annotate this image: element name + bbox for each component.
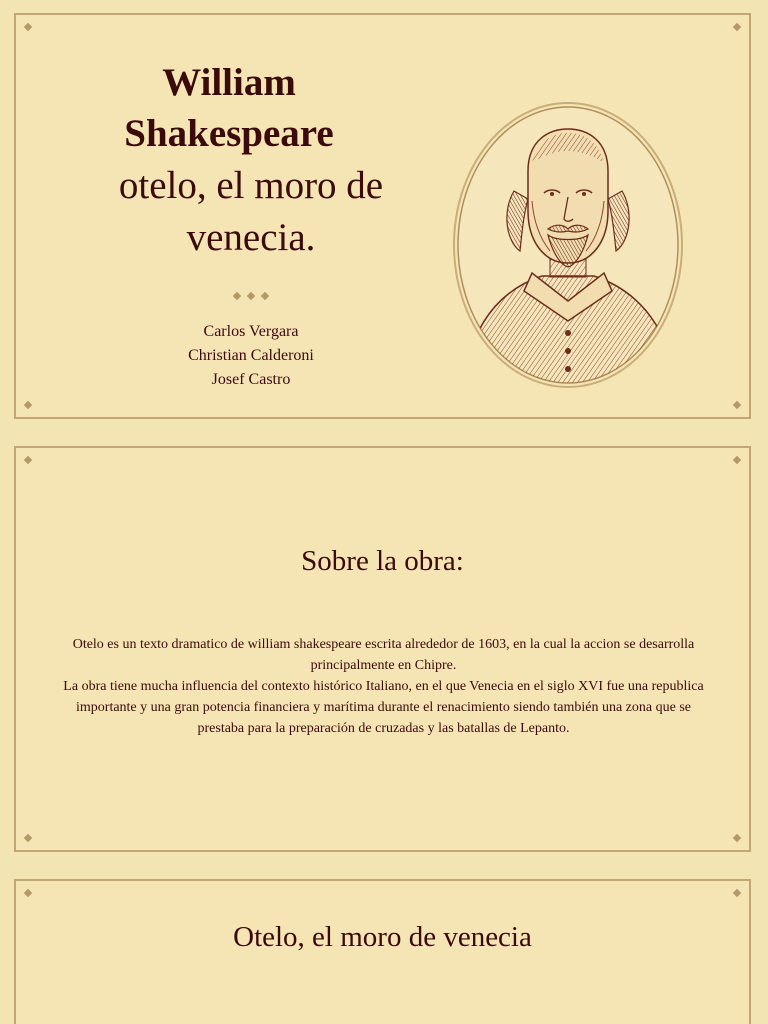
corner-ornament (24, 401, 32, 409)
corner-ornament (733, 456, 741, 464)
corner-ornament (733, 834, 741, 842)
corner-ornament (24, 456, 32, 464)
corner-ornament (24, 889, 32, 897)
portrait-icon (452, 101, 684, 389)
body-paragraph: Otelo es un texto dramatico de william shakespeare escrita alrededor de 1603, en la cual la accion se desarrolla principalmente en Chipre. (72, 637, 695, 673)
corner-ornament (733, 23, 741, 31)
authors-list (86, 320, 416, 392)
author-name: Christian Calderoni (188, 347, 314, 364)
work-title (86, 160, 416, 264)
work-title-line2: venecia. (186, 216, 316, 259)
corner-ornament (24, 834, 32, 842)
corner-ornament (733, 401, 741, 409)
author-last-name: Shakespeare (124, 112, 334, 155)
slide-body (56, 634, 711, 739)
title-slide (14, 13, 751, 419)
slide-heading: Sobre la obra: (301, 545, 464, 577)
title-block (86, 57, 416, 392)
author-first-name: William (162, 61, 296, 104)
about-slide (14, 446, 751, 852)
diamond-divider-icon (86, 286, 416, 298)
work-title-line1: otelo, el moro de (118, 164, 384, 207)
author-name: Carlos Vergara (203, 323, 299, 340)
corner-ornament (24, 23, 32, 31)
author-name: Josef Castro (211, 371, 291, 388)
author-title (86, 57, 416, 159)
otelo-slide (14, 879, 751, 1024)
body-paragraph: La obra tiene mucha influencia del contexto histórico Italiano, en el que Venecia en el siglo XVI fue una republica importante y una gran potencia financiera y marítima durante el renacimiento siendo también una zona que se prestaba para la preparación de cruzadas y las batallas de Lepanto. (63, 679, 704, 736)
corner-ornament (733, 889, 741, 897)
slide-heading: Otelo, el moro de venecia (233, 921, 532, 953)
